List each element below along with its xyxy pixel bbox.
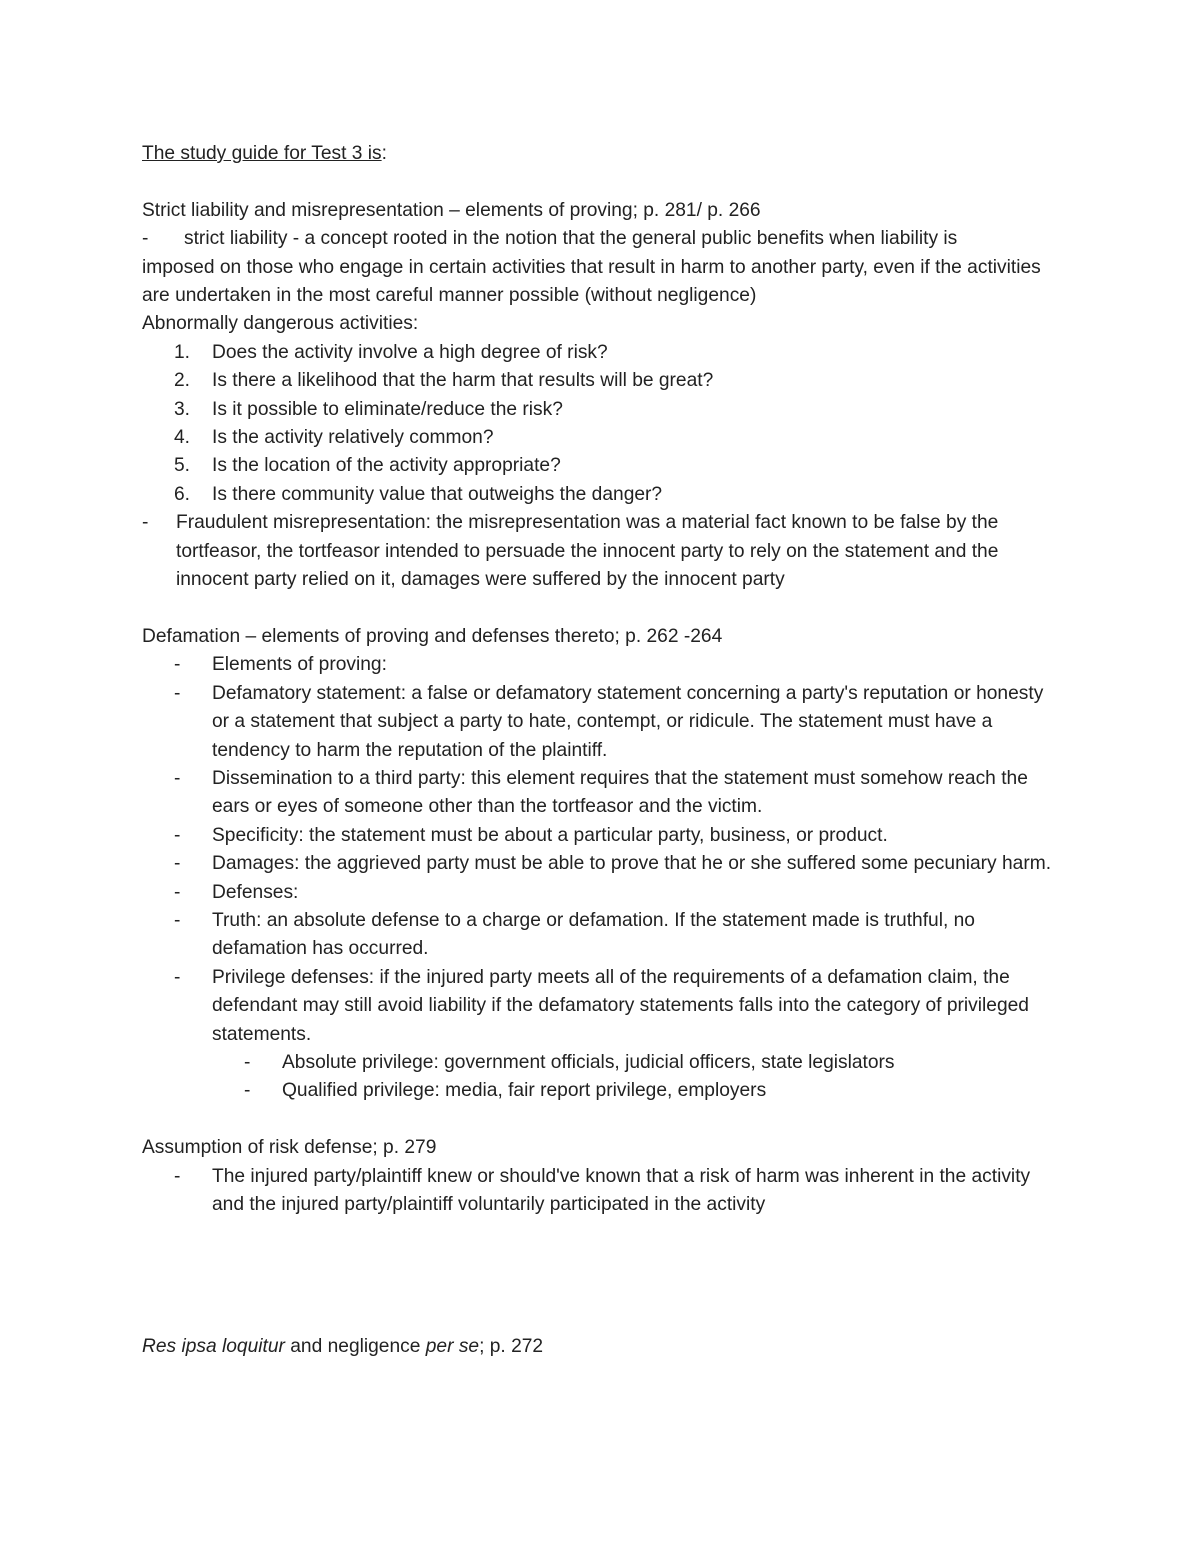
list-number: 6.	[174, 483, 191, 505]
list-item	[142, 680, 1062, 765]
list-item	[142, 765, 1062, 822]
list-number: 3.	[174, 398, 191, 420]
assumption-of-risk-heading: Assumption of risk defense; p. 279	[142, 1137, 437, 1159]
list-item	[142, 651, 1062, 679]
document-page	[142, 140, 1062, 1361]
dash-marker: -	[174, 767, 181, 789]
list-item	[142, 822, 1062, 850]
fraudulent-misrepresentation-item	[142, 509, 1062, 594]
list-text: Is there a likelihood that the harm that results will be great?	[212, 370, 714, 392]
res-ipsa-heading	[142, 1333, 1062, 1361]
sub-list-item	[142, 1077, 1062, 1105]
list-item	[142, 1163, 1062, 1220]
list-item	[142, 850, 1062, 878]
strict-liability-heading: Strict liability and misrepresentation – elements of proving; p. 281/ p. 266	[142, 199, 761, 221]
list-text: Truth: an absolute defense to a charge or defamation. If the statement made is truthful, no defamation has occurred.	[212, 909, 975, 960]
dash-marker: -	[174, 824, 181, 846]
strict-liability-definition-first-line	[142, 225, 1062, 253]
dash-marker: -	[174, 853, 181, 875]
list-text: Privilege defenses: if the injured party meets all of the requirements of a defamation claim, the defendant may still avoid liability if the defamatory statements falls into the category of privileged statements.	[212, 966, 1029, 1045]
dash-marker: -	[174, 909, 181, 931]
list-text: Specificity: the statement must be about a particular party, business, or product.	[212, 824, 888, 846]
list-text: Is the location of the activity appropriate?	[212, 455, 561, 477]
spacer	[142, 168, 1062, 196]
list-number: 5.	[174, 455, 191, 477]
list-item	[142, 452, 1062, 480]
defamation-heading: Defamation – elements of proving and defenses thereto; p. 262 -264	[142, 625, 723, 647]
title-colon: :	[381, 143, 387, 164]
list-text: Damages: the aggrieved party must be able to prove that he or she suffered some pecuniary harm.	[212, 853, 1052, 875]
list-text: Is there community value that outweighs the danger?	[212, 483, 663, 505]
dash-marker: -	[174, 881, 181, 903]
dash-marker: -	[244, 1051, 251, 1073]
dash-marker: -	[174, 966, 181, 988]
list-text: Qualified privilege: media, fair report privilege, employers	[282, 1080, 767, 1102]
abnormal-activities-list	[142, 339, 1062, 509]
spacer	[142, 1219, 1062, 1333]
list-number: 4.	[174, 427, 191, 449]
list-text: Absolute privilege: government officials, judicial officers, state legislators	[282, 1051, 895, 1073]
dash-marker: -	[142, 512, 149, 534]
dash-marker: -	[174, 1165, 181, 1187]
list-item	[142, 339, 1062, 367]
list-text: Does the activity involve a high degree of risk?	[212, 341, 608, 363]
list-text: Is the activity relatively common?	[212, 427, 494, 449]
list-item	[142, 907, 1062, 964]
list-text: Defamatory statement: a false or defamatory statement concerning a party's reputation or honesty or a statement that subject a party to hate, contempt, or ridicule. The statement must have a tendency to harm the reputation of the plaintiff.	[212, 682, 1044, 761]
list-item	[142, 964, 1062, 1049]
spacer	[142, 594, 1062, 622]
title-text: The study guide for Test 3 is	[142, 143, 382, 164]
dash-marker: -	[244, 1080, 251, 1102]
res-ipsa-term: Res ipsa loquitur	[142, 1335, 285, 1357]
list-text: Dissemination to a third party: this element requires that the statement must somehow reach the ears or eyes of someone other than the tortfeasor and the victim.	[212, 767, 1028, 818]
dash-marker: -	[174, 682, 181, 704]
list-text: Fraudulent misrepresentation: the misrepresentation was a material fact known to be false by the tortfeasor, the tortfeasor intended to persuade the innocent party to rely on the statement and the innocent party relied on it, damages were suffered by the innocent party	[176, 512, 999, 591]
dash-marker: -	[142, 228, 149, 250]
defamation-list	[142, 651, 1062, 1106]
list-item	[142, 879, 1062, 907]
list-item	[142, 396, 1062, 424]
definition-line1: strict liability - a concept rooted in the notion that the general public benefits when liability is	[184, 228, 958, 250]
list-text: The injured party/plaintiff knew or should've known that a risk of harm was inherent in the activity and the injured party/plaintiff voluntarily participated in the activity	[212, 1165, 1031, 1215]
res-ipsa-page: ; p. 272	[479, 1335, 544, 1357]
list-item	[142, 367, 1062, 395]
list-number: 1.	[174, 341, 191, 363]
res-ipsa-connector: and negligence	[284, 1335, 426, 1357]
page-title	[142, 140, 1062, 168]
list-text: Is it possible to eliminate/reduce the risk?	[212, 398, 563, 420]
spacer	[142, 1106, 1062, 1134]
list-text: Defenses:	[212, 881, 299, 903]
abnormal-activities-heading: Abnormally dangerous activities:	[142, 313, 419, 335]
dash-marker: -	[174, 654, 181, 676]
list-item	[142, 424, 1062, 452]
strict-liability-definition-rest: imposed on those who engage in certain activities that result in harm to another party, even if the activities are undertaken in the most careful manner possible (without negligence)	[142, 256, 1041, 307]
list-item	[142, 481, 1062, 509]
per-se-term: per se	[425, 1335, 480, 1357]
list-number: 2.	[174, 370, 191, 392]
sub-list-item	[142, 1049, 1062, 1077]
list-text: Elements of proving:	[212, 654, 387, 676]
